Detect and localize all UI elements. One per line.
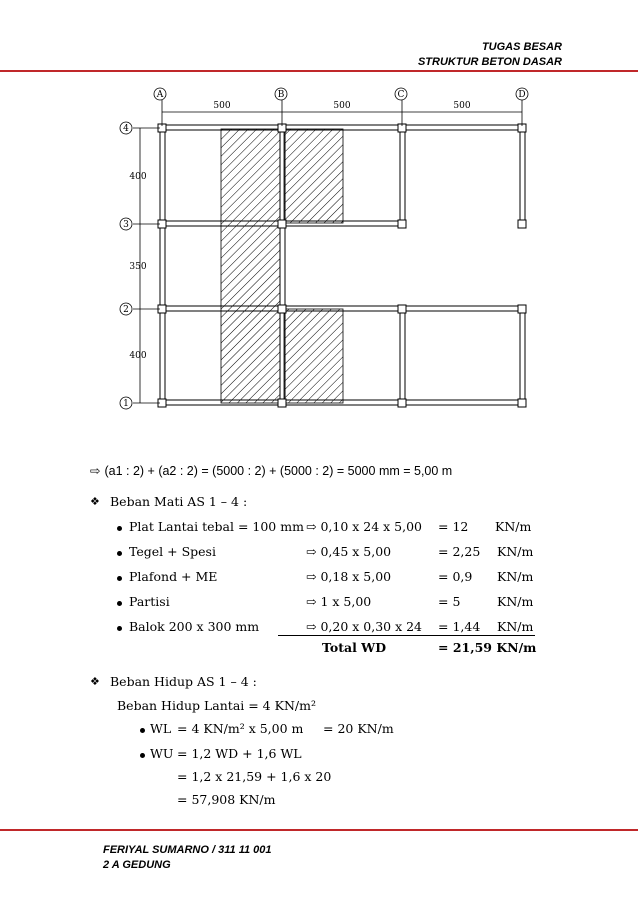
diamond-bullet-icon: ❖ — [90, 495, 100, 508]
axis-label-2: 2 — [123, 305, 129, 315]
dead-load-title: Beban Mati AS 1 – 4 : — [110, 494, 248, 509]
span-label-43: 400 — [129, 172, 147, 182]
item-unit: KN/m — [495, 519, 532, 534]
bullet-icon — [140, 753, 145, 758]
hatched-area-bottom-right — [284, 309, 343, 403]
floor-plan — [0, 80, 638, 420]
wu-line-2: = 1,2 x 21,59 + 1,6 x 20 — [177, 769, 332, 784]
item-eq: = 5 — [438, 594, 461, 609]
width-formula: ⇨ (a1 : 2) + (a2 : 2) = (5000 : 2) + (5000 : 2) = 5000 mm = 5,00 m — [90, 464, 453, 478]
item-unit: KN/m — [497, 619, 534, 634]
axis-label-A: A — [156, 90, 164, 100]
arrow-icon: ⇨ — [90, 464, 101, 478]
item-calc: ⇨ 0,45 x 5,00 — [306, 544, 392, 559]
span-label-21: 400 — [129, 351, 147, 361]
item-name: Plafond + ME — [129, 569, 218, 584]
bullet-icon — [117, 551, 122, 556]
item-eq: = 0,9 — [438, 569, 473, 584]
axis-label-1: 1 — [123, 399, 129, 409]
footer-divider — [0, 829, 638, 831]
axis-label-3: 3 — [123, 220, 129, 230]
item-calc: ⇨ 0,10 x 24 x 5,00 — [306, 519, 423, 534]
item-calc: ⇨ 0,20 x 0,30 x 24 — [306, 619, 423, 634]
item-eq: = 1,44 — [438, 619, 481, 634]
item-calc: ⇨ 0,18 x 5,00 — [306, 569, 392, 584]
bullet-icon — [117, 601, 122, 606]
wl-label: WL — [150, 721, 172, 736]
bullet-icon — [117, 626, 122, 631]
floor-live-load: Beban Hidup Lantai = 4 KN/m² — [117, 698, 316, 713]
item-eq: = 12 — [438, 519, 469, 534]
diamond-bullet-icon: ❖ — [90, 675, 100, 688]
live-load-title: Beban Hidup AS 1 – 4 : — [110, 674, 257, 689]
footer-class: 2 A GEDUNG — [103, 859, 171, 871]
item-name: Plat Lantai tebal = 100 mm — [129, 519, 304, 534]
bullet-icon — [140, 728, 145, 733]
span-label-BC: 500 — [333, 101, 351, 111]
total-rule — [278, 635, 535, 636]
bullet-icon — [117, 526, 122, 531]
axis-label-C: C — [397, 90, 405, 100]
header-subtitle: STRUKTUR BETON DASAR — [417, 56, 562, 68]
wu-line-1: = 1,2 WD + 1,6 WL — [177, 746, 302, 761]
header-divider — [0, 70, 638, 72]
item-calc: ⇨ 1 x 5,00 — [306, 594, 372, 609]
bullet-icon — [117, 576, 122, 581]
item-name: Partisi — [129, 594, 170, 609]
item-name: Tegel + Spesi — [129, 544, 216, 559]
item-unit: KN/m — [497, 569, 534, 584]
footer-author: FERIYAL SUMARNO / 311 11 001 — [103, 844, 272, 856]
axis-label-B: B — [277, 90, 285, 100]
span-label-AB: 500 — [213, 101, 231, 111]
wu-line-3: = 57,908 KN/m — [177, 792, 276, 807]
axis-label-D: D — [518, 90, 526, 100]
span-label-32: 350 — [129, 262, 147, 272]
span-label-CD: 500 — [453, 101, 471, 111]
hatched-area-left — [221, 129, 280, 403]
axis-label-4: 4 — [123, 124, 129, 134]
header-title: TUGAS BESAR — [481, 41, 562, 53]
item-unit: KN/m — [497, 594, 534, 609]
item-name: Balok 200 x 300 mm — [129, 619, 260, 634]
wl-result: = 20 KN/m — [323, 721, 394, 736]
total-value: = 21,59 KN/m — [438, 640, 537, 655]
item-unit: KN/m — [497, 544, 534, 559]
hatched-area-top-right — [284, 129, 343, 223]
item-eq: = 2,25 — [438, 544, 481, 559]
total-label: Total WD — [322, 640, 387, 655]
wu-label: WU — [150, 746, 174, 761]
wl-expression: = 4 KN/m² x 5,00 m — [177, 721, 304, 736]
